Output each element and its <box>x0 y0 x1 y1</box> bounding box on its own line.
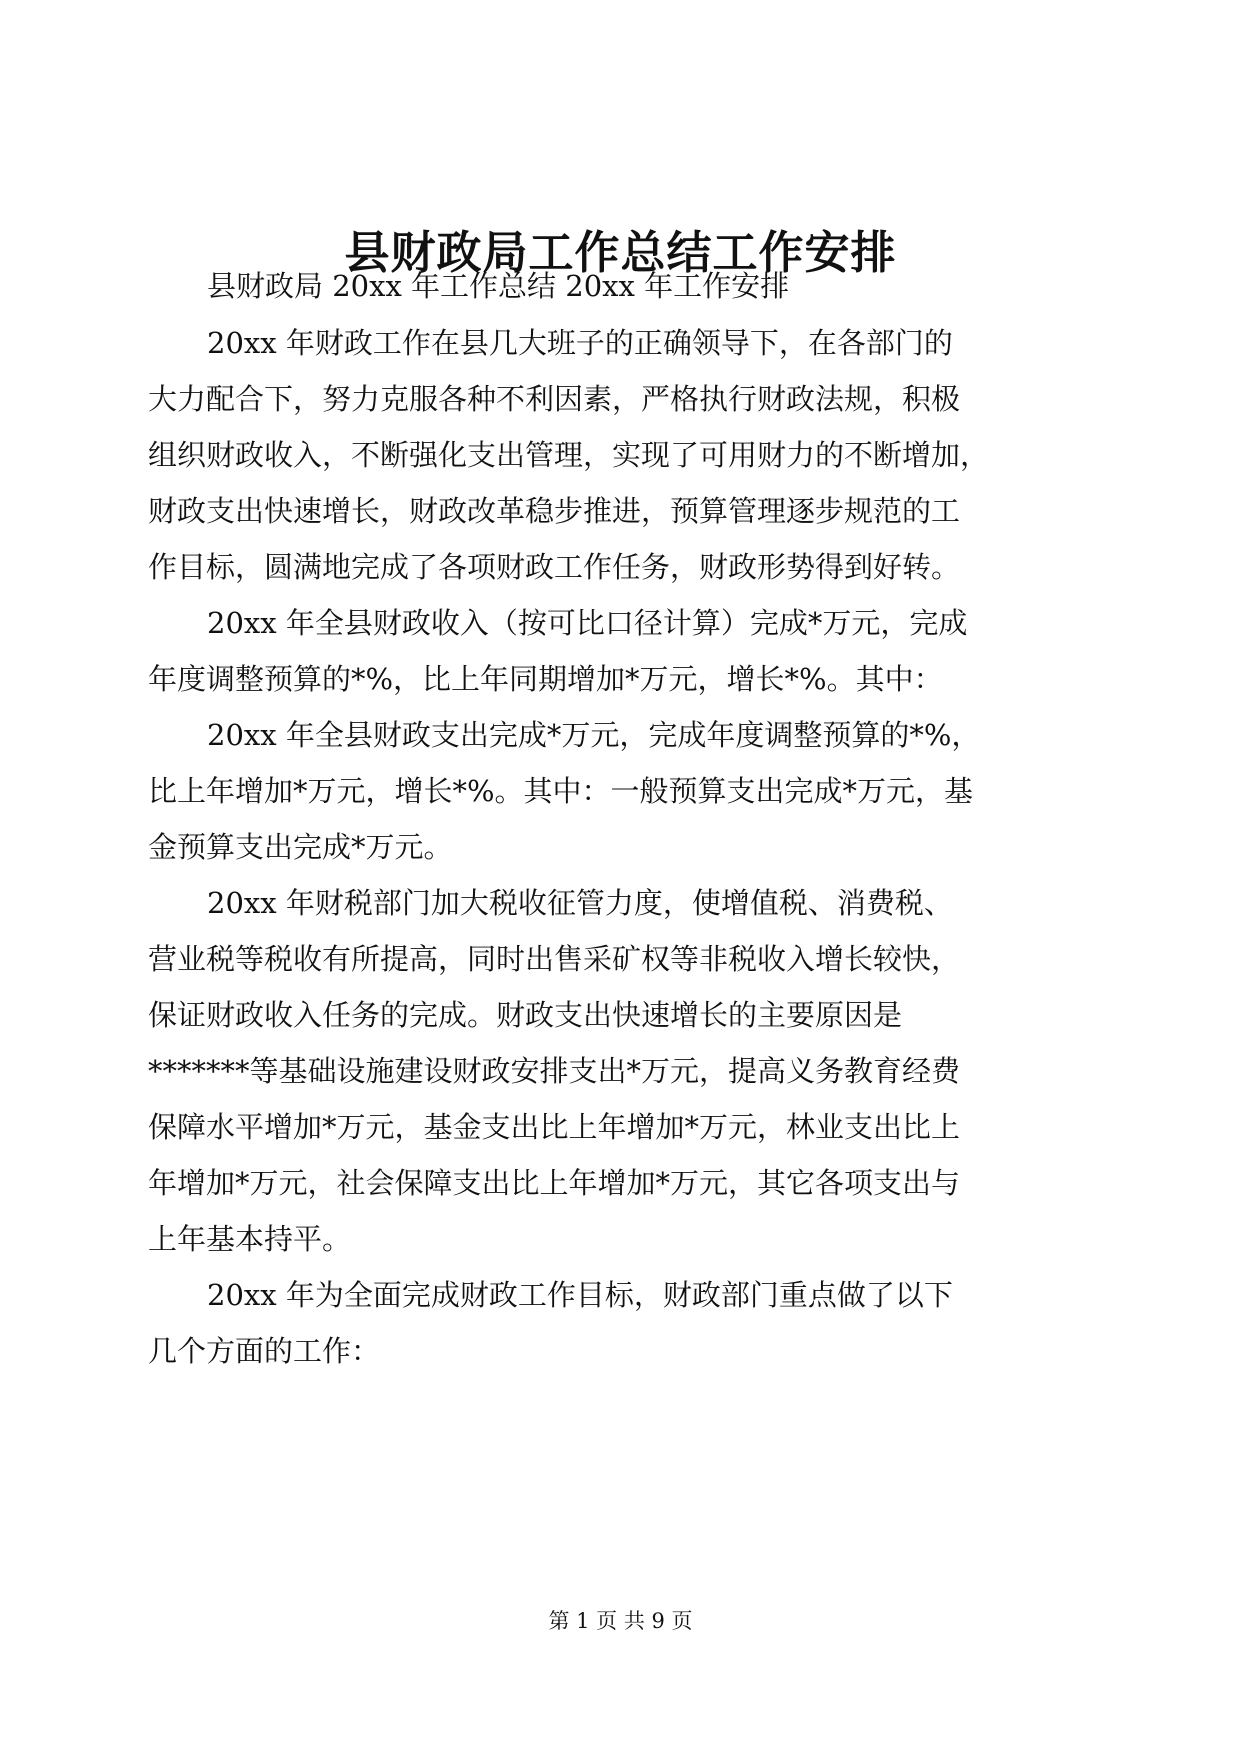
text-line: 20xx 年全县财政收入（按可比口径计算）完成*万元，完成 <box>207 606 968 640</box>
text-line: 20xx 年财税部门加大税收征管力度，使增值税、消费税、 <box>207 886 953 920</box>
text-line: 作目标，圆满地完成了各项财政工作任务，财政形势得到好转。 <box>148 550 961 584</box>
text-line: 几个方面的工作： <box>148 1334 381 1368</box>
document-title: 县财政局工作总结工作安排 <box>344 226 897 279</box>
text-line: 保证财政收入任务的完成。财政支出快速增长的主要原因是 <box>148 998 903 1032</box>
text-line: 20xx 年全县财政支出完成*万元，完成年度调整预算的*%， <box>207 718 981 752</box>
text-line: 年增加*万元，社会保障支出比上年增加*万元，其它各项支出与 <box>148 1166 961 1200</box>
text-line: 保障水平增加*万元，基金支出比上年增加*万元，林业支出比上 <box>148 1110 961 1144</box>
text-line: 20xx 年为全面完成财政工作目标，财政部门重点做了以下 <box>207 1278 953 1312</box>
text-line: 20xx 年财政工作在县几大班子的正确领导下，在各部门的 <box>207 326 953 360</box>
text-line: 组织财政收入，不断强化支出管理，实现了可用财力的不断增加， <box>148 438 990 472</box>
text-line: 比上年增加*万元，增长*%。其中：一般预算支出完成*万元，基 <box>148 774 974 808</box>
text-line: 上年基本持平。 <box>148 1222 352 1256</box>
text-line: 大力配合下，努力克服各种不利因素，严格执行财政法规，积极 <box>148 382 961 416</box>
text-line: 金预算支出完成*万元。 <box>148 830 453 864</box>
text-line: 营业税等税收有所提高，同时出售采矿权等非税收入增长较快， <box>148 942 961 976</box>
page-footer: 第 1 页 共 9 页 <box>548 1609 693 1633</box>
text-line: 财政支出快速增长，财政改革稳步推进，预算管理逐步规范的工 <box>148 494 961 528</box>
text-line: 年度调整预算的*%，比上年同期增加*万元，增长*%。其中： <box>148 662 943 696</box>
text-line: 县财政局 20xx 年工作总结 20xx 年工作安排 <box>207 269 790 303</box>
text-line: *******等基础设施建设财政安排支出*万元，提高义务教育经费 <box>148 1054 961 1088</box>
